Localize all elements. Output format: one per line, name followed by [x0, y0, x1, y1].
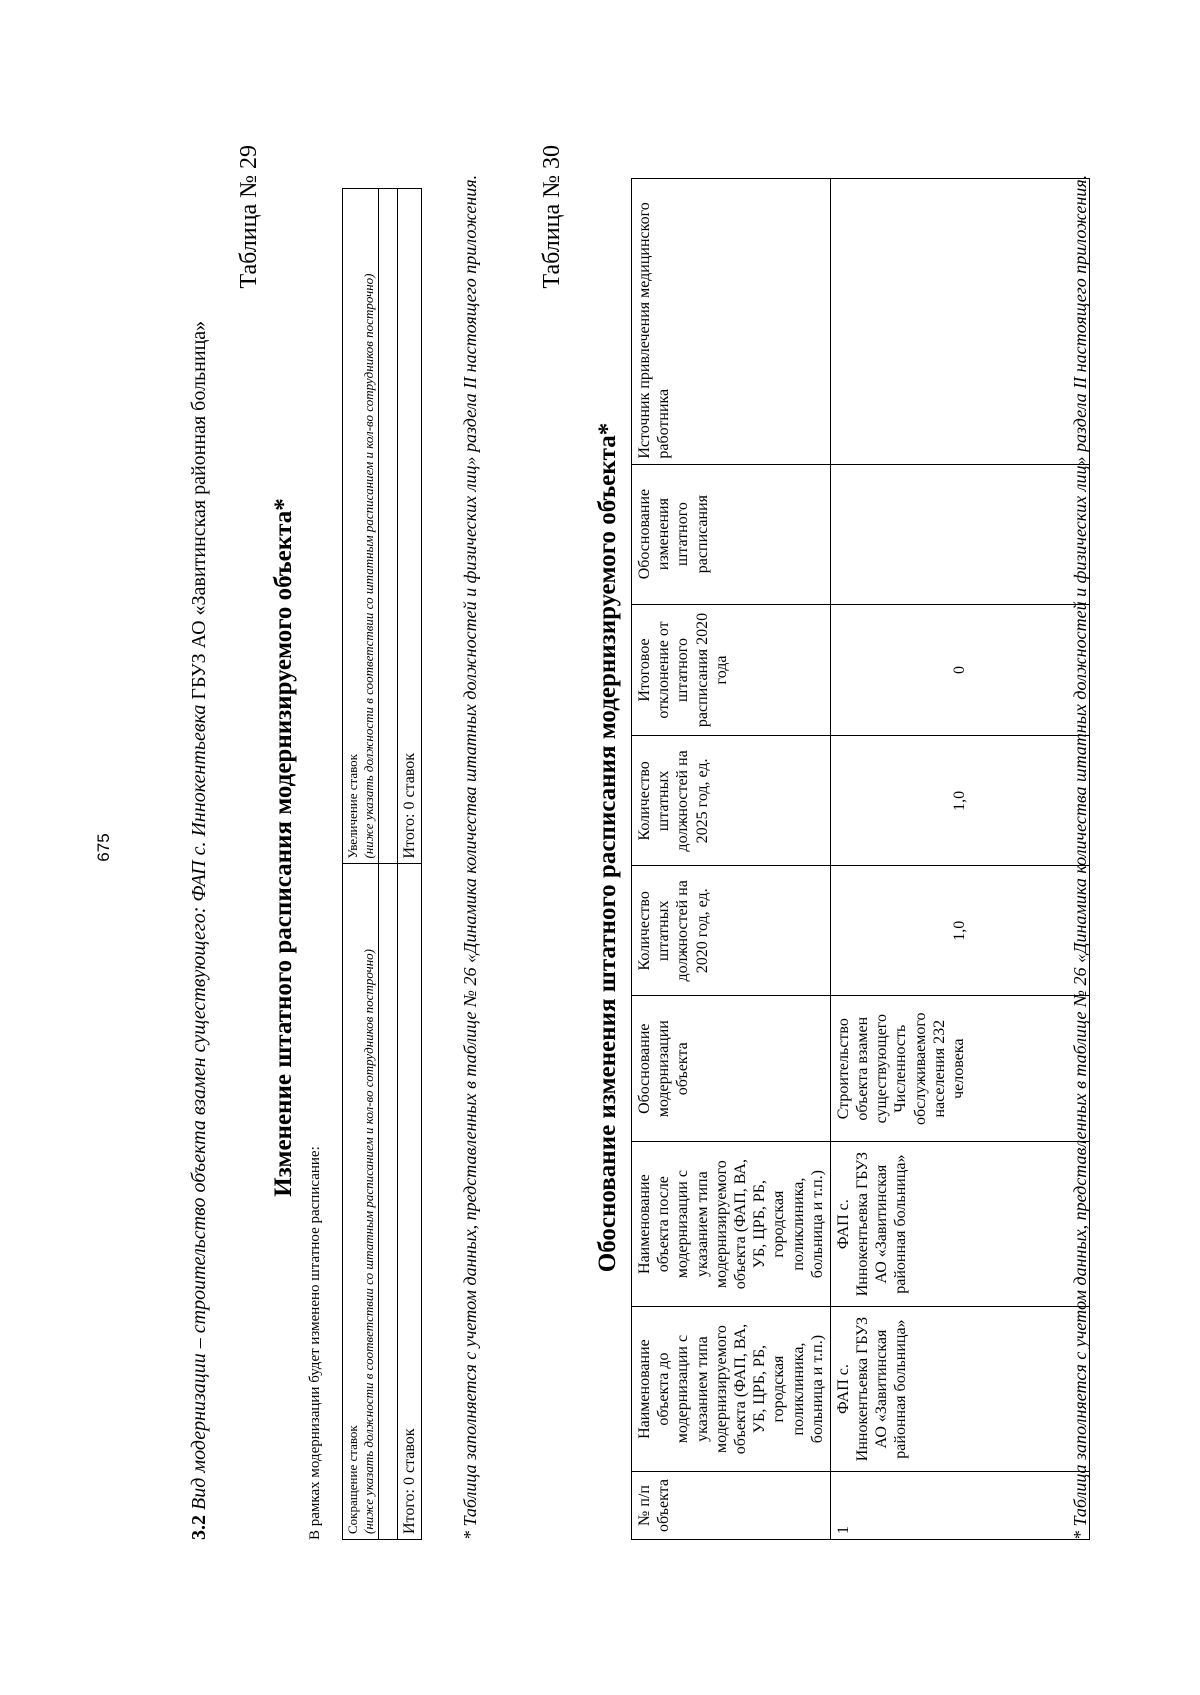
modernization-justification: Строительство объекта взамен существующего Численность обслуживаемого населения 232 человека	[830, 996, 1089, 1142]
header-cell: Наименование объекта после модернизации с указанием типа модернизируемого объекта (ФАП, ВА, УБ, ЦРБ, РБ, городская поликлиника, больница и т.п.)	[632, 1142, 831, 1307]
header-cell: № п/п объекта	[632, 1472, 831, 1540]
staffing-justification-table	[631, 178, 1090, 1540]
table-row	[398, 189, 422, 1540]
table-30-title: Обоснование изменения штатного расписания модернизируемого объекта*	[594, 422, 621, 1273]
empty-cell	[379, 864, 398, 1540]
deviation: 0	[830, 604, 1089, 736]
page-number: 675	[94, 833, 113, 862]
increase-hint: (ниже указать должности в соответствии со штатным расписанием и кол-во сотрудников построчно)	[360, 273, 376, 859]
staffing-change-table	[342, 188, 422, 1540]
table-29-footnote: * Таблица заполняется с учетом данных, представленных в таблице № 26 «Динамика количества штатных должностей и физических лиц» раздела II настоящего приложения.	[460, 174, 480, 1540]
header-cell: Обоснование модернизации объекта	[632, 996, 831, 1142]
object-after: ФАП с. Иннокентьевка ГБУЗ АО «Завитинская районная больница»	[830, 1142, 1089, 1307]
increase-cell	[343, 189, 379, 865]
table-30-footnote: * Таблица заполняется с учетом данных, представленных в таблице № 26 «Динамика количества штатных должностей и физических лиц» раздела II настоящего приложения.	[1070, 174, 1090, 1540]
modernization-type-line	[188, 321, 211, 1540]
header-cell: Обоснование изменения штатного расписания	[632, 464, 831, 604]
staff-2025: 1,0	[830, 736, 1089, 866]
worker-source	[830, 179, 1089, 465]
table-30-number: Таблица № 30	[539, 145, 565, 289]
reduction-label: Сокращение ставок	[345, 1425, 360, 1534]
header-cell: Источник привлечения медицинского работника	[632, 179, 831, 465]
header-cell: Наименование объекта до модернизации с указанием типа модернизируемого объекта (ФАП, ВА, УБ, ЦРБ, РБ, городская поликлиника, больница и т.п.)	[632, 1307, 831, 1472]
total-left: Итого: 0 ставок	[398, 864, 422, 1540]
table-row	[379, 189, 398, 1540]
reduction-cell	[343, 864, 379, 1540]
header-cell: Количество штатных должностей на 2020 год, ед.	[632, 866, 831, 996]
change-reason	[830, 464, 1089, 604]
table-29-intro: В рамках модернизации будет изменено штатное расписание:	[307, 1146, 323, 1540]
empty-cell	[379, 189, 398, 865]
table-29-number: Таблица № 29	[236, 145, 262, 289]
table-row	[830, 179, 1089, 1540]
hospital-name: ГБУЗ АО «Завитинская районная больница»	[188, 320, 210, 705]
row-number: 1	[830, 1472, 1089, 1540]
table-29-title: Изменение штатного расписания модернизируемого объекта*	[270, 498, 297, 1197]
modernization-type-text: Вид модернизации – строительство объекта взамен существующего: ФАП с. Иннокентьевка	[188, 704, 210, 1515]
section-number: 3.2	[188, 1515, 210, 1540]
reduction-hint: (ниже указать должности в соответствии со штатным расписанием и кол-во сотрудников построчно)	[360, 949, 376, 1534]
increase-label: Увеличение ставок	[345, 753, 360, 859]
table-row	[343, 189, 379, 1540]
header-cell: Количество штатных должностей на 2025 год, ед.	[632, 736, 831, 866]
table-header-row	[632, 179, 831, 1540]
object-before: ФАП с. Иннокентьевка ГБУЗ АО «Завитинская районная больница»	[830, 1307, 1089, 1472]
header-cell: Итоговое отклонение от штатного расписания 2020 года	[632, 604, 831, 736]
staff-2020: 1,0	[830, 866, 1089, 996]
total-right: Итого: 0 ставок	[398, 189, 422, 865]
